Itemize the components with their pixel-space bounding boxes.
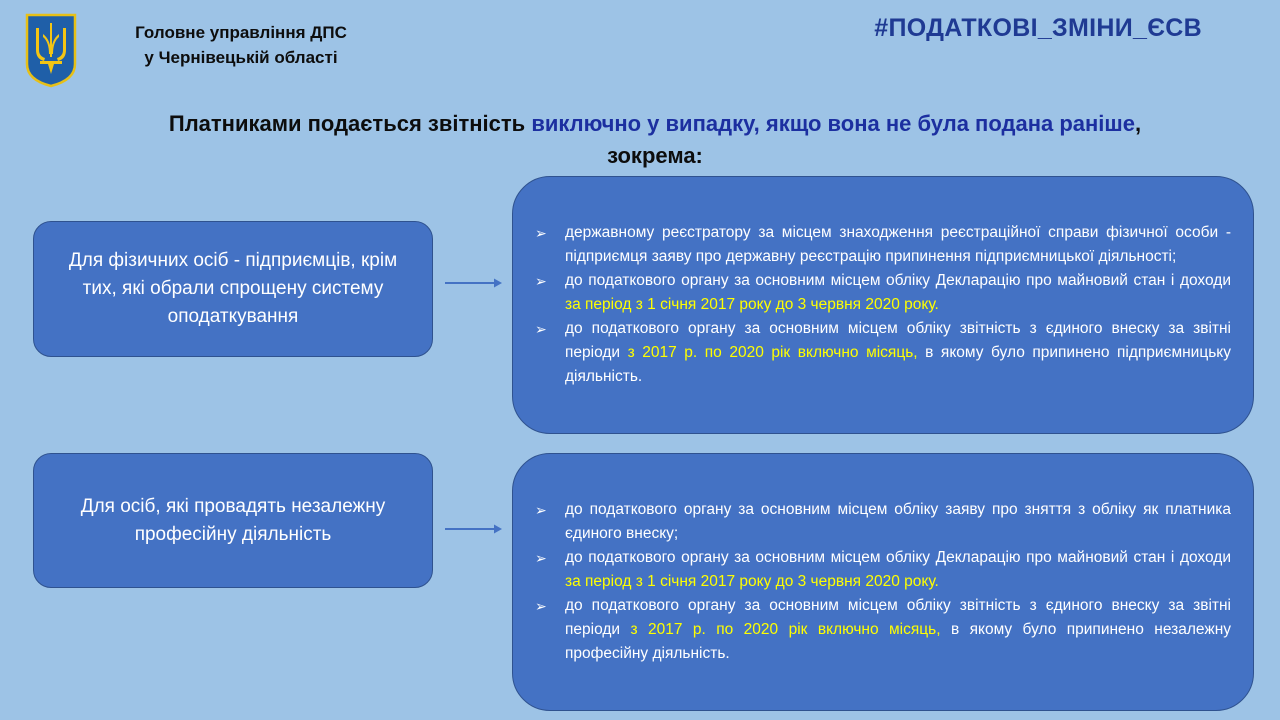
section1-requirements-list [535,221,1231,389]
section2-requirements-box [512,453,1254,711]
headline-highlight: виключно у випадку, якщо вона не була подана раніше [531,111,1135,136]
headline-part1: Платниками подається звітність [168,111,532,136]
section2-requirements-list [535,498,1231,666]
list-item [535,594,1231,666]
section2-right-arrow-icon [444,523,504,535]
organization-name [96,20,386,70]
item-text: державному реєстратору за місцем знаходження реєстраційної справи фізичної особи - підприємця заяву про державну реєстрацію припинення підприємницької діяльності; [565,224,1231,265]
section2-category-box [33,453,433,588]
headline [140,108,1170,172]
item-tail: в якому було припинено незалежну професійну діяльність. [565,621,1231,662]
item-text: до податкового органу за основним місцем обліку Декларацію про майновий стан і доходи [565,272,1231,289]
trident-emblem-icon [24,12,78,88]
list-item [535,498,1231,546]
section1-right-arrow-icon [444,277,504,289]
list-item [535,546,1231,594]
list-item [535,221,1231,269]
section2-category-label: Для осіб, які провадять незалежну професійну діяльність [80,495,386,545]
item-text: до податкового органу за основним місцем обліку заяву про зняття з обліку як платника єдиного внеску; [565,501,1231,542]
section1-category-box [33,221,433,357]
item-text: до податкового органу за основним місцем обліку Декларацію про майновий стан і доходи [565,549,1231,566]
list-item [535,317,1231,389]
organization-name-line1: Головне управління ДПС [135,23,347,42]
list-item [535,269,1231,317]
item-highlight: за період з 1 січня 2017 року до 3 червня 2020 року. [565,573,939,590]
section1-requirements-box [512,176,1254,434]
headline-part3: , зокрема: [607,111,1142,168]
item-highlight: з 2017 р. по 2020 рік включно місяць, [627,344,918,361]
hashtag-title: #ПОДАТКОВІ_ЗМІНИ_ЄСВ [874,14,1202,42]
item-highlight: за період з 1 січня 2017 року до 3 червня 2020 року. [565,296,939,313]
item-text: до податкового органу за основним місцем обліку звітність з єдиного внеску за звітні періоди [565,320,1231,361]
item-tail: в якому було припинено підприємницьку діяльність. [565,344,1231,385]
item-highlight: з 2017 р. по 2020 рік включно місяць, [630,621,941,638]
item-text: до податкового органу за основним місцем обліку звітність з єдиного внеску за звітні періоди [565,597,1231,638]
organization-name-line2: у Чернівецькій області [144,48,338,67]
section1-category-label: Для фізичних осіб - підприємців, крім тих, які обрали спрощену систему оподаткування [68,250,398,327]
